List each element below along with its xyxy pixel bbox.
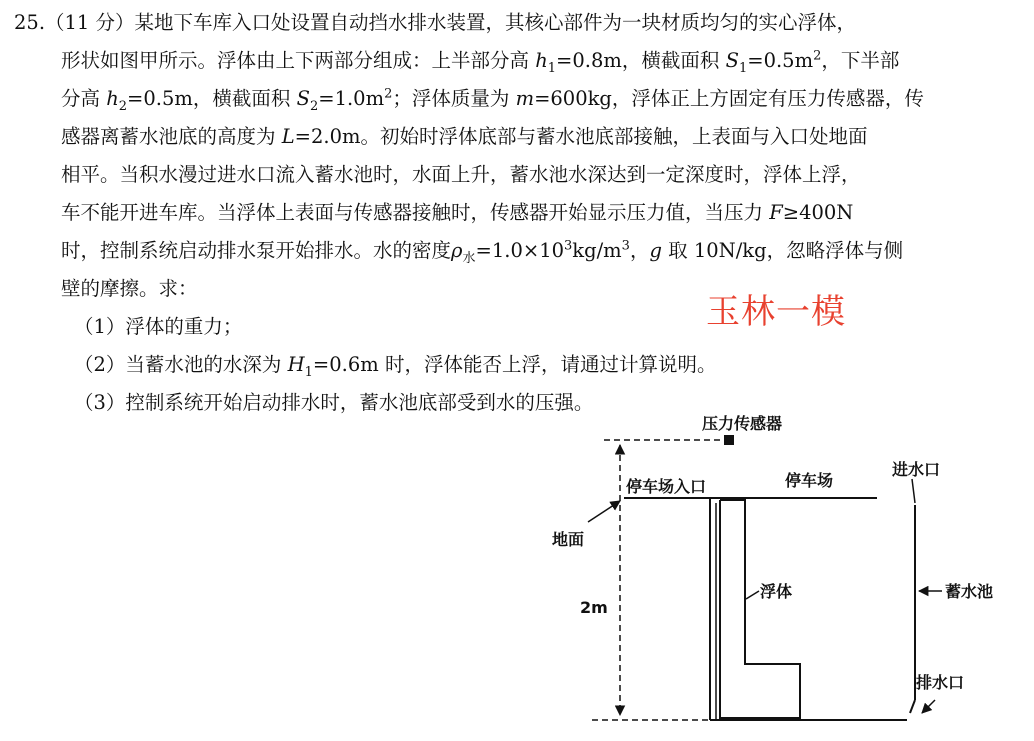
stem-text: 感器离蓄水池底的高度为 (61, 125, 282, 148)
float-label: 浮体 (760, 582, 793, 601)
var-s: S (725, 49, 739, 72)
exam-stamp: 玉林一模 (706, 292, 846, 332)
var-s: S (296, 87, 310, 110)
stem-text: kg/m (572, 239, 622, 262)
stem-text: =2.0m。初始时浮体底部与蓄水池底部接触，上表面与入口处地面 (294, 125, 868, 148)
stem-line-4 (14, 118, 1024, 156)
var-rho: ρ (451, 239, 463, 262)
subscript: 1 (738, 60, 748, 76)
stem-text: 形状如图甲所示。浮体由上下两部分组成：上半部分高 (61, 49, 536, 72)
entrance-label: 停车场入口 (626, 477, 707, 496)
stem-line-2 (14, 42, 1024, 80)
var-f: F (769, 201, 783, 224)
problem-text (14, 4, 1024, 422)
height-label: 2m (580, 598, 608, 617)
superscript: 3 (564, 238, 573, 254)
figure-diagram (540, 405, 1030, 735)
superscript: 2 (384, 86, 393, 102)
stem-line-5 (14, 156, 1024, 194)
var-h: h (535, 49, 548, 72)
stem-text: 壁的摩擦。求： (61, 277, 198, 300)
var-g: g (649, 239, 662, 262)
question-text: （1）浮体的重力； (74, 315, 243, 338)
ground-arrow (588, 501, 620, 522)
stem-line-6 (14, 194, 1024, 232)
stem-text: ， (629, 239, 650, 262)
stem-text: 时，控制系统启动排水泵开始排水。水的密度 (61, 239, 452, 262)
stem-line-8 (14, 270, 1024, 308)
question-text: （2）当蓄水池的水深为 (74, 353, 288, 376)
sensor-label: 压力传感器 (702, 414, 783, 433)
stem-text: =600kg，浮体正上方固定有压力传感器，传 (534, 87, 924, 110)
pool-label: 蓄水池 (945, 582, 994, 601)
stem-text: ，下半部 (821, 49, 900, 72)
var-l: L (281, 125, 295, 148)
subscript: 2 (309, 98, 319, 114)
outlet-pipe (910, 700, 915, 713)
subscript: 1 (304, 364, 313, 380)
outlet-arrow (922, 700, 935, 713)
superscript: 2 (813, 48, 822, 64)
stem-text: 相平。当积水漫过进水口流入蓄水池时，水面上升，蓄水池水深达到一定深度时，浮体上浮， (61, 163, 861, 186)
stem-text: =1.0×10 (475, 239, 565, 262)
outlet-label: 排水口 (916, 673, 965, 692)
stem-text: 某地下车库入口处设置自动挡水排水装置，其核心部件为一块材质均匀的实心浮体， (134, 11, 857, 34)
sensor-block (724, 435, 734, 445)
inlet-pointer (912, 479, 915, 503)
stem-text: ≥400N (782, 201, 854, 224)
float-body (720, 500, 800, 718)
problem-number: 25. (14, 11, 46, 34)
stem-text: =1.0m (318, 87, 385, 110)
superscript: 3 (621, 238, 630, 254)
parking-label: 停车场 (785, 471, 834, 490)
diagram-svg (540, 405, 1030, 735)
stem-line-3 (14, 80, 1024, 118)
inlet-label: 进水口 (892, 460, 941, 479)
stem-line-7 (14, 232, 1024, 270)
problem-score: （11 分） (45, 11, 135, 34)
question-text: =0.6m 时，浮体能否上浮，请通过计算说明。 (312, 353, 717, 376)
stem-text: =0.8m，横截面积 (556, 49, 726, 72)
float-pointer (746, 591, 759, 599)
question-text: （3）控制系统开始启动排水时，蓄水池底部受到水的压强。 (74, 391, 594, 414)
stem-text: 车不能开进车库。当浮体上表面与传感器接触时，传感器开始显示压力值，当压力 (61, 201, 770, 224)
stem-text: ；浮体质量为 (392, 87, 516, 110)
stem-text: 取 10N/kg，忽略浮体与侧 (661, 239, 904, 262)
question-1 (14, 308, 1024, 346)
question-2 (14, 346, 1024, 384)
subscript: 水 (462, 250, 476, 266)
stem-text: =0.5m，横截面积 (127, 87, 297, 110)
stem-text: 分高 (61, 87, 107, 110)
var-h-cap: H (287, 353, 305, 376)
var-m: m (515, 87, 535, 110)
subscript: 2 (118, 98, 128, 114)
var-h: h (106, 87, 119, 110)
ground-label: 地面 (552, 530, 585, 549)
stem-line-1 (14, 4, 1024, 42)
subscript: 1 (547, 60, 557, 76)
stem-text: =0.5m (747, 49, 814, 72)
